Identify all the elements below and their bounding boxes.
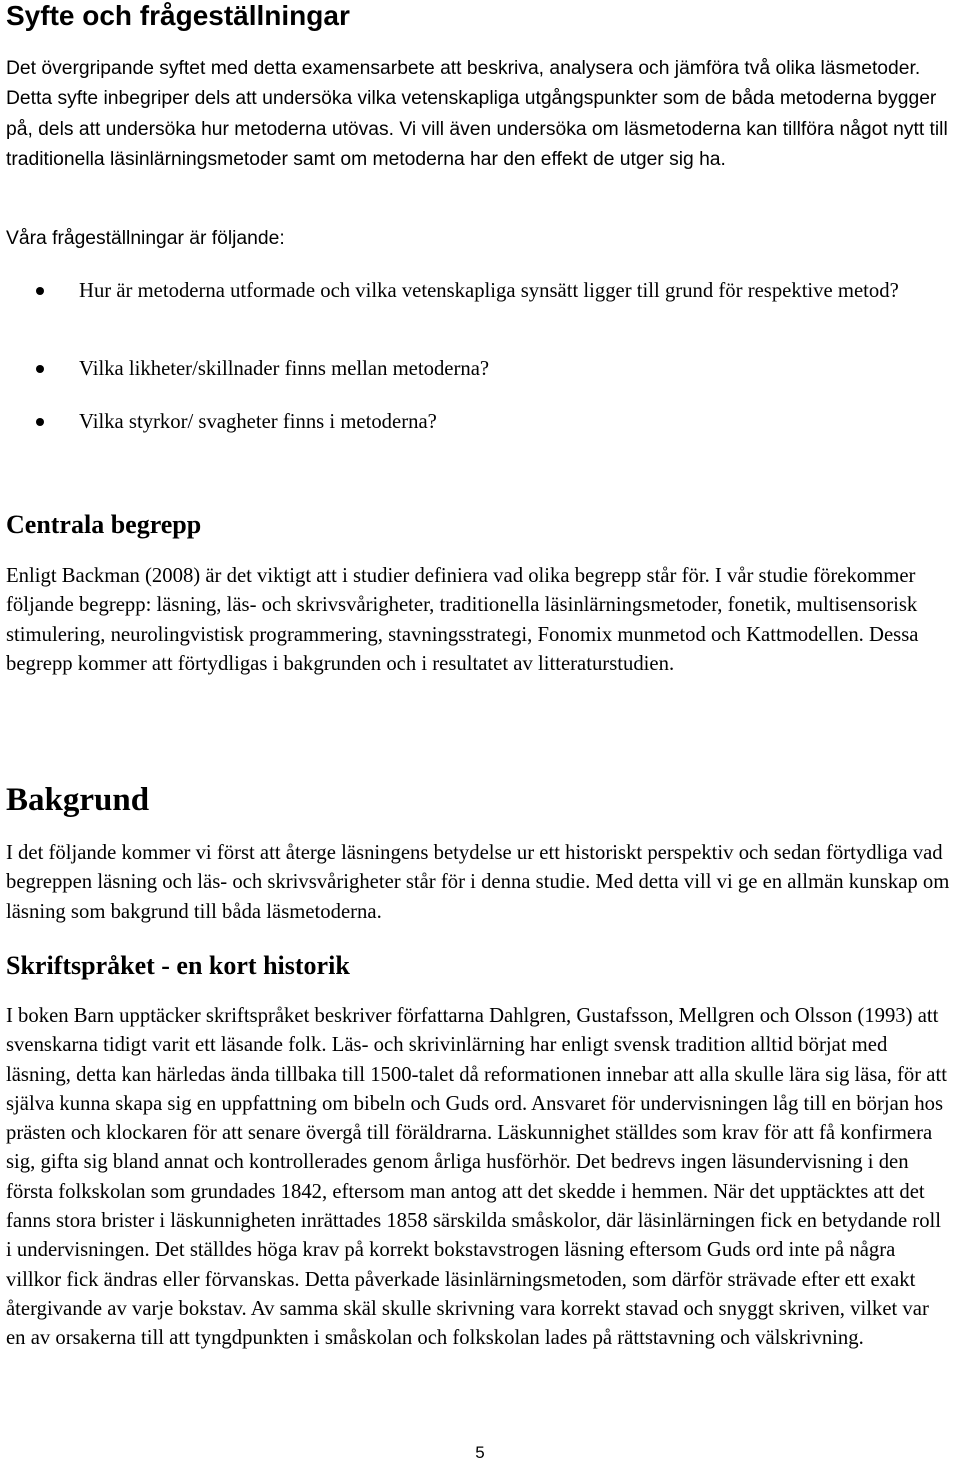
list-item-text: Vilka styrkor/ svagheter finns i metoderna?	[79, 411, 437, 433]
paragraph-bakgrund: I det följande kommer vi först att återge läsningens betydelse ur ett historiskt perspektiv och sedan förtydliga vad begreppen läsning och läs- och skrivsvårigheter står för i denna studie. Med detta vill vi ge en allmän kunskap om läsning som bakgrund till båda läsmetoderna.	[6, 842, 950, 923]
paragraph-questions-intro: Våra frågeställningar är följande:	[6, 228, 285, 249]
list-item-text: Hur är metoderna utformade och vilka vetenskapliga synsätt ligger till grund för respektive metod?	[79, 280, 899, 302]
heading-syfte: Syfte och frågeställningar	[6, 0, 350, 31]
bullet-icon	[36, 418, 44, 426]
bullet-icon	[36, 287, 44, 295]
list-item-text: Vilka likheter/skillnader finns mellan metoderna?	[79, 358, 490, 380]
paragraph-centrala-begrepp: Enligt Backman (2008) är det viktigt att i studier definiera vad olika begrepp står för. I vår studie förekommer följande begrepp: läsning, läs- och skrivsvårigheter, traditionella läsinlärningsmetoder, fonetik, multisensorisk stimulering, neurolingvistisk programmering, stavningsstrategi, Fonomix munmetod och Kattmodellen. Dessa begrepp kommer att förtydligas i bakgrunden och i resultatet av litteraturstudien.	[6, 565, 919, 675]
paragraph-syfte: Det övergripande syftet med detta examensarbete att beskriva, analysera och jämföra två olika läsmetoder. Detta syfte inbegriper dels att undersöka vilka vetenskapliga utgångspunkter som de båda metoderna bygger på, dels att undersöka hur metoderna utövas. Vi vill även undersöka om läsmetoderna kan tillföra något nytt till traditionella läsinlärningsmetoder samt om metoderna har den effekt de utger sig ha.	[6, 58, 948, 170]
heading-bakgrund: Bakgrund	[6, 782, 150, 818]
heading-skriftspraket: Skriftspråket - en kort historik	[6, 951, 350, 980]
paragraph-skriftspraket: I boken Barn upptäcker skriftspråket beskriver författarna Dahlgren, Gustafsson, Mellgren och Olsson (1993) att svenskarna tidigt varit ett läsande folk. Läs- och skrivinlärning har enligt svensk tradition alltid börjat med läsning, detta kan härledas ända tillbaka till 1500-talet då reformationen innebar att alla skulle lära sig läsa, för att själva kunna skapa sig en uppfattning om bibeln och Guds ord. Ansvaret för undervisningen låg till en början hos prästen och klockaren för att senare övergå till föräldrarna. Läskunnighet ställdes som krav för att få konfirmera sig, gifta sig bland annat och kontrollerades genom årliga husförhör. Det bedrevs ingen läsundervisning i den första folkskolan som grundades 1842, eftersom man antog att det skedde i hemmen. När det upptäcktes att det fanns stora brister i läskunnigheten inrättades 1858 särskilda småskolor, där läsinlärningen fick en betydande roll i undervisningen. Det ställdes höga krav på korrekt bokstavstrogen läsning eftersom Guds ord inte på några villkor fick ändras eller förvanskas. Detta påverkade läsinlärningsmetoden, som därför strävade efter ett exakt återgivande av varje bokstav. Av samma skäl skulle skrivning vara korrekt stavad och snyggt skriven, vilket var en av orsakerna till att tyngdpunkten i småskolan och folkskolan lades på rättstavning och välskrivning.	[6, 1005, 947, 1350]
heading-centrala-begrepp: Centrala begrepp	[6, 510, 202, 539]
page-number: 5	[475, 1443, 485, 1462]
bullet-icon	[36, 365, 44, 373]
